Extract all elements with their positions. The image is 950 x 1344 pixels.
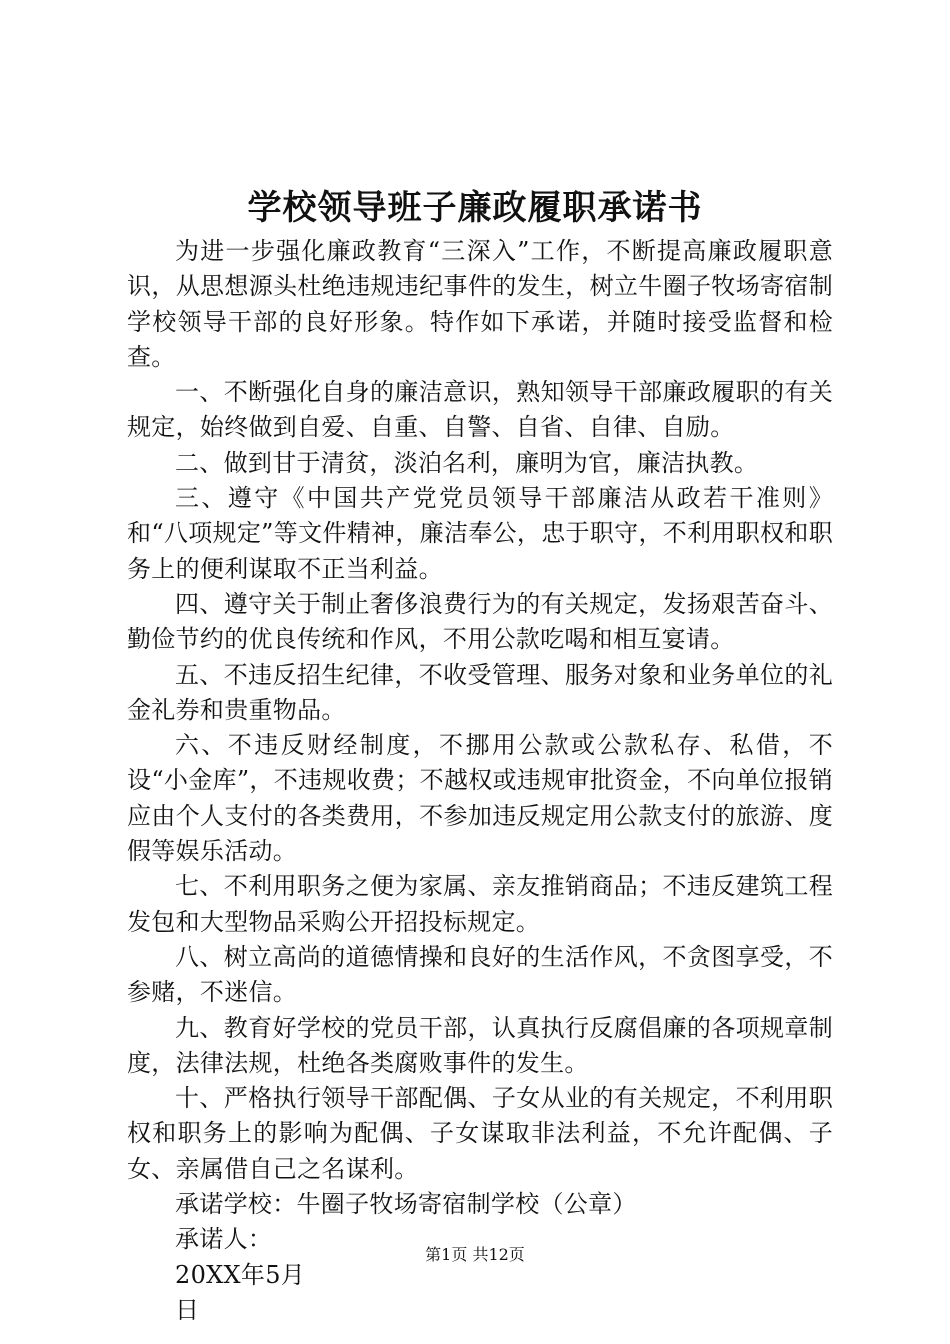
commitment-item-1: 一、不断强化自身的廉洁意识，熟知领导干部廉政履职的有关规定，始终做到自爱、自重、自警、自省、自律、自励。 xyxy=(127,378,833,442)
signature-school: 承诺学校：牛圈子牧场寄宿制学校（公章） xyxy=(175,1190,637,1219)
commitment-item-7: 七、不利用职务之便为家属、亲友推销商品；不违反建筑工程发包和大型物品采购公开招投标规定。 xyxy=(127,872,833,936)
intro-paragraph: 为进一步强化廉政教育“三深入”工作，不断提高廉政履职意识，从思想源头杜绝违规违纪事件的发生，树立牛圈子牧场寄宿制学校领导干部的良好形象。特作如下承诺，并随时接受监督和检查。 xyxy=(127,237,833,371)
commitment-item-4: 四、遵守关于制止奢侈浪费行为的有关规定，发扬艰苦奋斗、勤俭节约的优良传统和作风，不用公款吃喝和相互宴请。 xyxy=(127,589,833,654)
commitment-item-5: 五、不违反招生纪律，不收受管理、服务对象和业务单位的礼金礼券和贵重物品。 xyxy=(127,660,833,724)
commitment-item-6: 六、不违反财经制度，不挪用公款或公款私存、私借，不设“小金库”，不违规收费；不越权或违规审批资金，不向单位报销应由个人支付的各类费用，不参加违反规定用公款支付的旅游、度假等娱乐活动。 xyxy=(127,731,833,866)
page-footer: 第1页 共12页 xyxy=(425,1245,525,1264)
commitment-item-2: 二、做到甘于清贫，淡泊名利，廉明为官，廉洁执教。 xyxy=(175,448,759,477)
signature-date: 20XX年5月 xyxy=(175,1260,306,1289)
commitment-item-10: 十、严格执行领导干部配偶、子女从业的有关规定，不利用职权和职务上的影响为配偶、子女谋取非法利益，不允许配偶、子女、亲属借自己之名谋利。 xyxy=(127,1084,833,1183)
commitment-item-3: 三、遵守《中国共产党党员领导干部廉洁从政若干准则》和“八项规定”等文件精神，廉洁奉公，忠于职守，不利用职权和职务上的便利谋取不正当利益。 xyxy=(127,484,833,583)
document-title: 学校领导班子廉政履职承诺书 xyxy=(247,188,703,228)
signature-person: 承诺人： xyxy=(175,1225,273,1254)
signature-day: 日 xyxy=(175,1295,200,1324)
commitment-item-9: 九、教育好学校的党员干部，认真执行反腐倡廉的各项规章制度，法律法规，杜绝各类腐败事件的发生。 xyxy=(127,1013,833,1077)
document-body xyxy=(127,234,833,1328)
commitment-item-8: 八、树立高尚的道德情操和良好的生活作风，不贪图享受，不参赌，不迷信。 xyxy=(127,942,833,1007)
